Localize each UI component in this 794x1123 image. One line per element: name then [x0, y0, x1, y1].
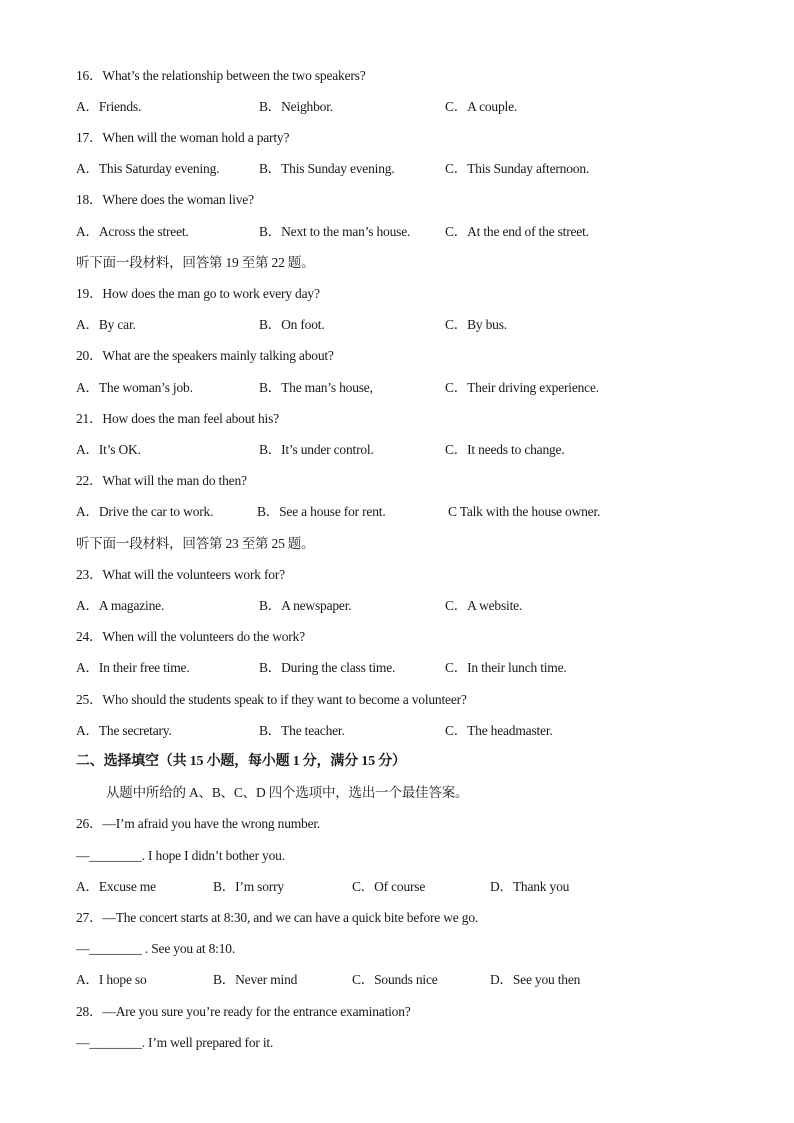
option-b: B．I’m sorry: [213, 879, 284, 894]
option-a: A．Excuse me: [76, 879, 156, 894]
option-b: B．It’s under control.: [259, 442, 374, 457]
question-27-response: —________ . See you at 8:10.: [76, 941, 236, 956]
section-instruction-19-22: 听下面一段材料，回答第 19 至第 22 题。: [76, 255, 315, 270]
question-26: 26．—I’m afraid you have the wrong number.: [76, 816, 321, 831]
option-a: A．The secretary.: [76, 723, 172, 738]
option-d: D．See you then: [490, 972, 581, 987]
option-b: B．Never mind: [213, 972, 298, 987]
question-23: 23．What will the volunteers work for?: [76, 567, 285, 582]
option-b: B．The teacher.: [259, 723, 345, 738]
question-18: 18．Where does the woman live?: [76, 192, 254, 207]
option-b: B．During the class time.: [259, 660, 396, 675]
question-19: 19．How does the man go to work every day?: [76, 286, 320, 301]
option-c: C．Of course: [352, 879, 426, 894]
section-instruction: 从题中所给的 A、B、C、D 四个选项中，选出一个最佳答案。: [106, 785, 469, 800]
option-c: C．In their lunch time.: [445, 660, 567, 675]
option-c: C．At the end of the street.: [445, 224, 589, 239]
option-a: A．I hope so: [76, 972, 147, 987]
option-b: B．The man’s house,: [259, 380, 373, 395]
option-b: B．A newspaper.: [259, 598, 352, 613]
option-a: A．Across the street.: [76, 224, 189, 239]
option-c: C．It needs to change.: [445, 442, 565, 457]
option-a: A．It’s OK.: [76, 442, 141, 457]
question-16: 16．What’s the relationship between the two speakers?: [76, 68, 366, 83]
option-c: C．A website.: [445, 598, 523, 613]
option-c: C．By bus.: [445, 317, 507, 332]
option-b: B．This Sunday evening.: [259, 161, 395, 176]
option-d: D．Thank you: [490, 879, 570, 894]
option-a: A．Friends.: [76, 99, 142, 114]
option-c: C．The headmaster.: [445, 723, 553, 738]
option-b: B．Next to the man’s house.: [259, 224, 411, 239]
option-b: B．See a house for rent.: [257, 504, 386, 519]
question-24: 24．When will the volunteers do the work?: [76, 629, 305, 644]
option-a: A．A magazine.: [76, 598, 165, 613]
question-20: 20．What are the speakers mainly talking about?: [76, 348, 334, 363]
option-a: A．The woman’s job.: [76, 380, 193, 395]
question-28-response: —________. I’m well prepared for it.: [76, 1035, 274, 1050]
option-b: B．Neighbor.: [259, 99, 333, 114]
option-a: A．Drive the car to work.: [76, 504, 214, 519]
option-a: A．By car.: [76, 317, 136, 332]
question-22: 22．What will the man do then?: [76, 473, 247, 488]
option-c: C．This Sunday afternoon.: [445, 161, 590, 176]
question-27: 27．—The concert starts at 8:30, and we can have a quick bite before we go.: [76, 910, 479, 925]
question-17: 17．When will the woman hold a party?: [76, 130, 290, 145]
question-26-response: —________. I hope I didn’t bother you.: [76, 848, 285, 863]
section-heading: 二、选择填空（共 15 小题，每小题 1 分，满分 15 分）: [76, 754, 406, 769]
question-25: 25．Who should the students speak to if they want to become a volunteer?: [76, 692, 467, 707]
question-21: 21．How does the man feel about his?: [76, 411, 279, 426]
question-28: 28．—Are you sure you’re ready for the entrance examination?: [76, 1004, 411, 1019]
option-c: C．Sounds nice: [352, 972, 438, 987]
option-b: B．On foot.: [259, 317, 325, 332]
option-c: C Talk with the house owner.: [448, 504, 601, 519]
section-instruction-23-25: 听下面一段材料，回答第 23 至第 25 题。: [76, 536, 315, 551]
option-c: C．Their driving experience.: [445, 380, 599, 395]
option-a: A．In their free time.: [76, 660, 190, 675]
option-c: C．A couple.: [445, 99, 518, 114]
option-a: A．This Saturday evening.: [76, 161, 220, 176]
